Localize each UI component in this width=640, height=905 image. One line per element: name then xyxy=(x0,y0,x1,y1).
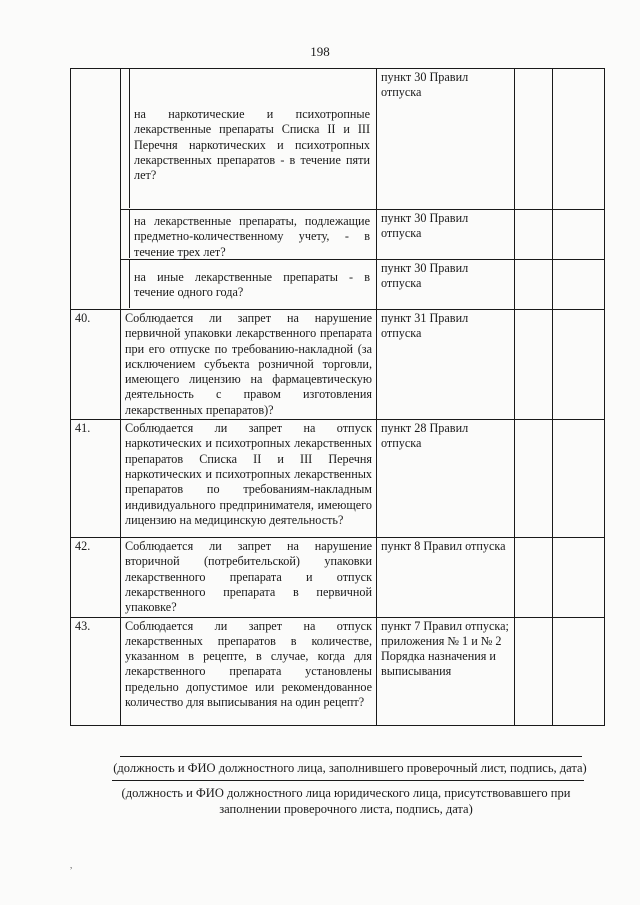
table-row xyxy=(71,210,605,260)
answer-yes-cell[interactable] xyxy=(515,310,553,420)
row-number-cell xyxy=(71,69,121,210)
table-row xyxy=(71,69,605,210)
source-cell: пункт 30 Правил отпуска xyxy=(377,69,515,210)
question-cell: Соблюдается ли запрет на отпуск наркотических и психотропных лекарственных препаратов Списка II и III Перечня наркотических и психотропных лекарственных препаратов по требованиям-накладным индивидуального предпринимателя, имеющего лицензию на медицинскую деятельность? xyxy=(121,420,377,538)
question-cell xyxy=(121,260,377,310)
row-number-cell: 41. xyxy=(71,420,121,538)
answer-yes-cell[interactable] xyxy=(515,420,553,538)
table-row xyxy=(71,617,605,725)
answer-yes-cell[interactable] xyxy=(515,538,553,617)
row-number-cell xyxy=(71,210,121,260)
row-number-cell: 43. xyxy=(71,617,121,725)
answer-no-cell[interactable] xyxy=(553,260,605,310)
source-cell: пункт 31 Правил отпуска xyxy=(377,310,515,420)
question-text: на иные лекарственные препараты - в течение одного года? xyxy=(134,270,370,300)
row-number-cell xyxy=(71,260,121,310)
checklist-table xyxy=(70,68,605,726)
answer-no-cell[interactable] xyxy=(553,538,605,617)
signature-line[interactable] xyxy=(120,756,582,757)
signature-caption: (должность и ФИО должностного лица, заполнившего проверочный лист, подпись, дата) xyxy=(113,761,587,775)
table-row xyxy=(71,310,605,420)
source-cell: пункт 28 Правил отпуска xyxy=(377,420,515,538)
answer-yes-cell[interactable] xyxy=(515,260,553,310)
row-number-cell: 40. xyxy=(71,310,121,420)
source-cell: пункт 30 Правил отпуска xyxy=(377,260,515,310)
question-cell: Соблюдается ли запрет на нарушение вторичной (потребительской) упаковки лекарственного препарата и отпуск лекарственного препарата в первичной упаковке? xyxy=(121,538,377,617)
answer-no-cell[interactable] xyxy=(553,310,605,420)
source-cell: пункт 7 Правил отпуска; приложения № 1 и № 2 Порядка назначения и выписывания xyxy=(377,617,515,725)
signature-caption: (должность и ФИО должностного лица юридического лица, присутствовавшего при заполнении проверочного листа, подпись, дата) xyxy=(121,786,571,816)
table-row xyxy=(71,538,605,617)
answer-no-cell[interactable] xyxy=(553,420,605,538)
row-number-cell: 42. xyxy=(71,538,121,617)
question-cell: Соблюдается ли запрет на отпуск лекарственных препаратов в количестве, указанном в рецепте, в случае, когда для лекарственного препарата установлены предельно допустимое или рекомендованное количество для выписывания на один рецепт? xyxy=(121,617,377,725)
answer-no-cell[interactable] xyxy=(553,210,605,260)
answer-no-cell[interactable] xyxy=(553,617,605,725)
signature-line[interactable] xyxy=(112,780,584,781)
answer-yes-cell[interactable] xyxy=(515,210,553,260)
answer-yes-cell[interactable] xyxy=(515,69,553,210)
table-row xyxy=(71,260,605,310)
question-text: на лекарственные препараты, подлежащие предметно-количественному учету, - в течение трех лет? xyxy=(134,214,370,259)
question-cell xyxy=(121,210,377,260)
answer-no-cell[interactable] xyxy=(553,69,605,210)
question-text: на наркотические и психотропные лекарственные препараты Списка II и III Перечня наркотических и психотропных лекарственных препаратов - в течение пяти лет? xyxy=(134,107,370,183)
source-cell: пункт 8 Правил отпуска xyxy=(377,538,515,617)
table-row xyxy=(71,420,605,538)
answer-yes-cell[interactable] xyxy=(515,617,553,725)
page-number: 198 xyxy=(310,44,330,59)
question-cell xyxy=(121,69,377,210)
scan-mark: , xyxy=(70,860,73,870)
question-cell: Соблюдается ли запрет на нарушение первичной упаковки лекарственного препарата при его отпуске по требованию-накладной (за исключением субъекта розничной торговли, имеющего лицензию на фармацевтическую деятельность с правом изготовления лекарственных препаратов)? xyxy=(121,310,377,420)
source-cell: пункт 30 Правил отпуска xyxy=(377,210,515,260)
